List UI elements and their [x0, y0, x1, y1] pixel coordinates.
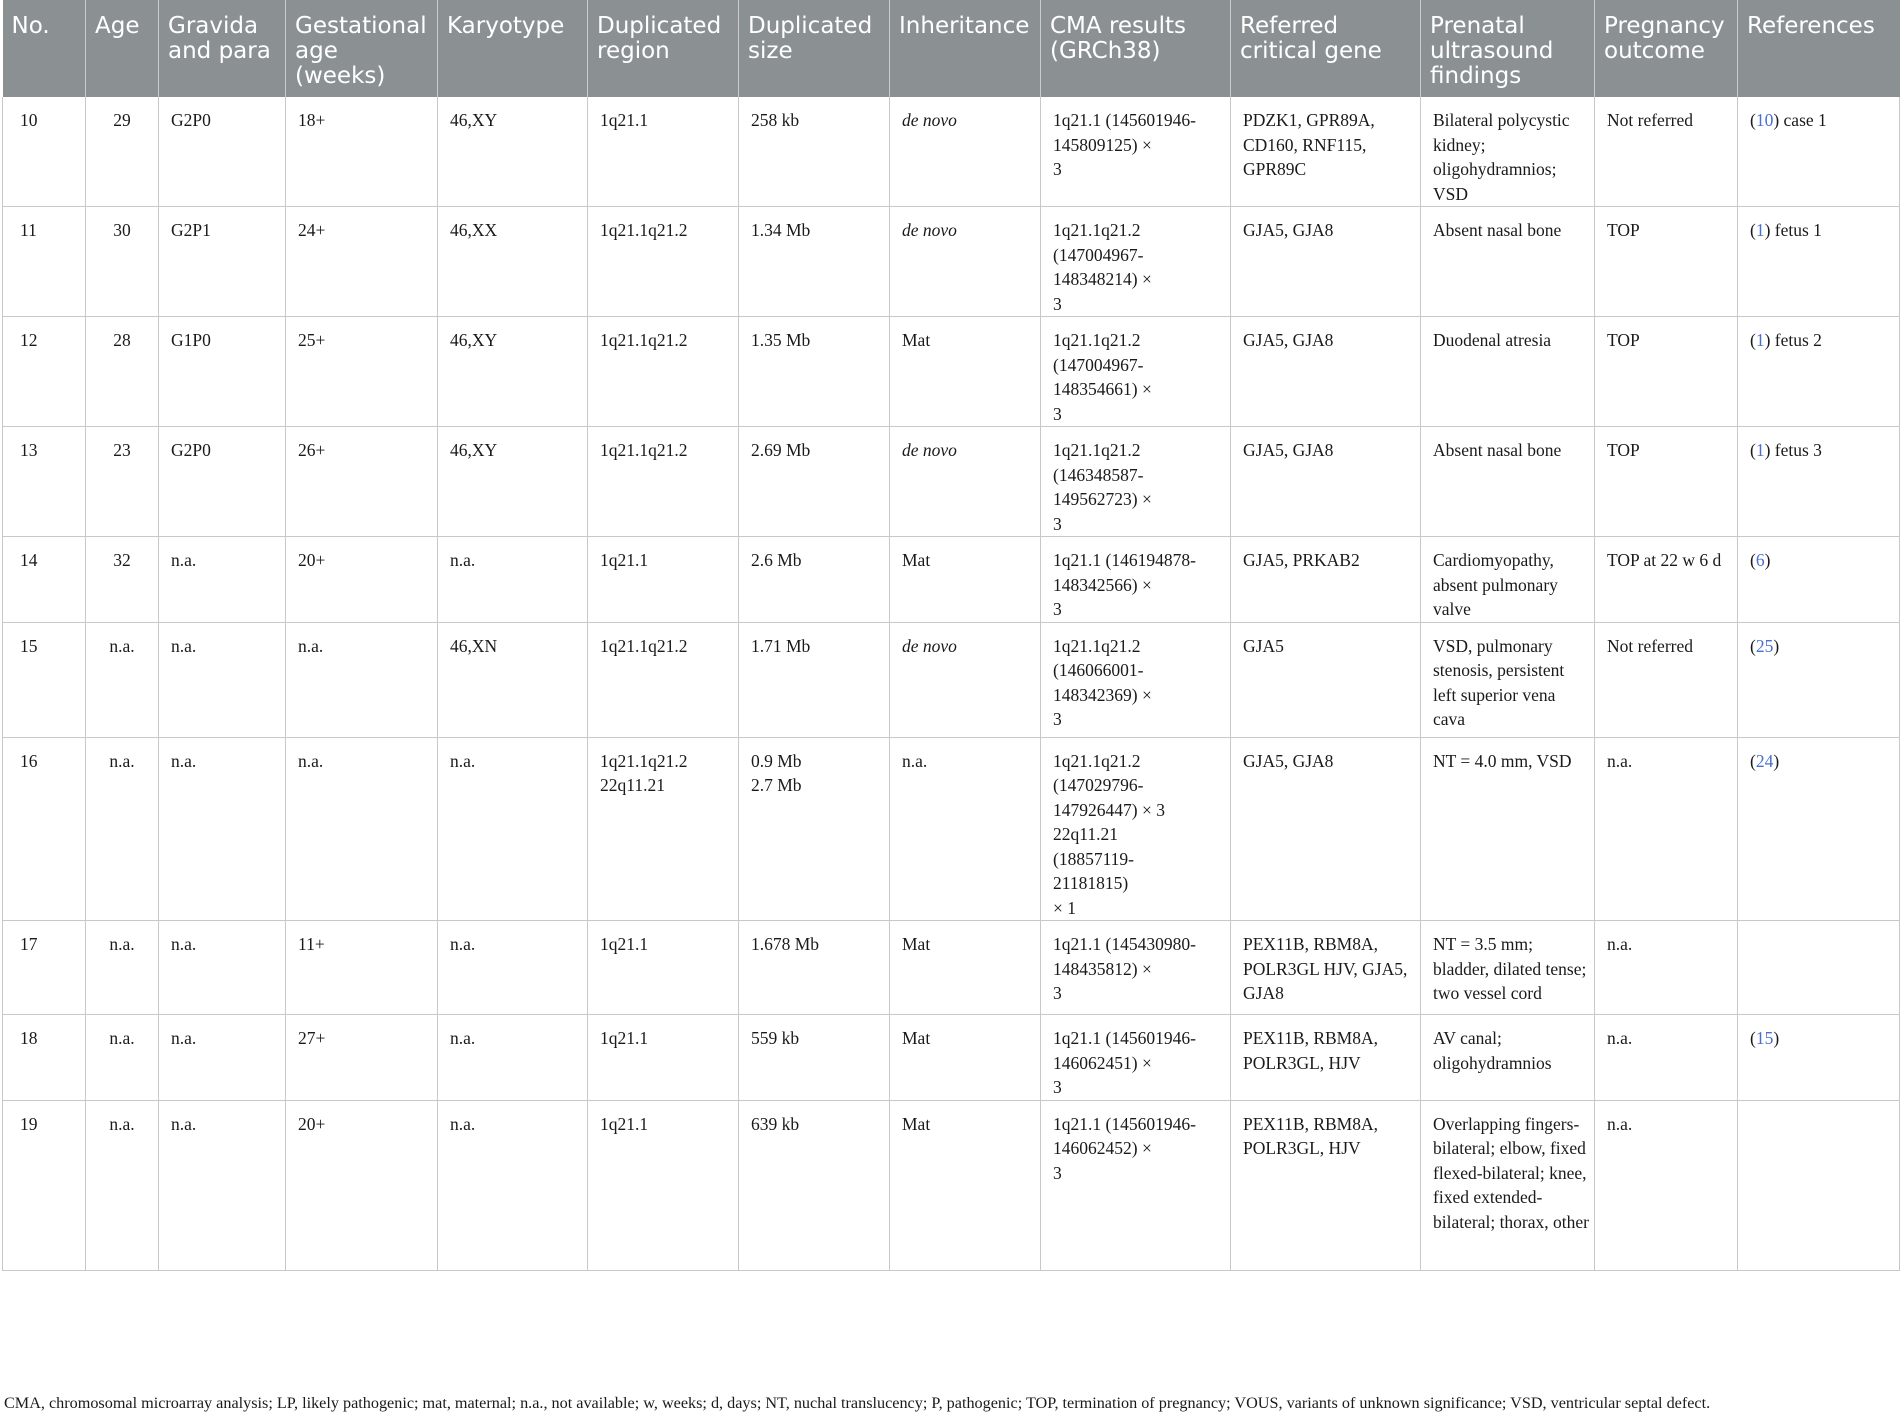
- reference-link[interactable]: 24: [1755, 750, 1774, 771]
- cma-results-cell-line: 146062451) ×: [1053, 1052, 1152, 1073]
- duplicated-region-cell: [588, 737, 739, 921]
- cma-results-cell-line: 3: [1053, 1162, 1062, 1183]
- karyotype-cell: n.a.: [438, 1100, 588, 1270]
- ref-paren: ): [1764, 440, 1771, 460]
- case-number-cell: 10: [3, 97, 86, 207]
- pregnancy-outcome-cell: TOP at 22 w 6 d: [1595, 537, 1738, 623]
- column-header: Referred critical gene: [1231, 0, 1421, 97]
- case-number-cell: 14: [3, 537, 86, 623]
- cma-results-cell-line: 148435812) ×: [1053, 958, 1152, 979]
- gestational-age-cell: 20+: [286, 537, 438, 623]
- reference-link[interactable]: 1: [1755, 440, 1765, 460]
- cma-results-cell-line: 1q21.1q21.2: [1053, 330, 1141, 350]
- inheritance-cell: Mat: [890, 1015, 1041, 1101]
- ref-paren: (: [1750, 550, 1756, 570]
- inheritance-cell: n.a.: [890, 737, 1041, 921]
- duplicated-region-cell-line: 1q21.1q21.2: [600, 750, 688, 771]
- duplicated-region-cell: [588, 1100, 739, 1270]
- table-row: [3, 1100, 1900, 1270]
- case-number-cell: 19: [3, 1100, 86, 1270]
- cma-results-cell-line: 3: [1053, 983, 1062, 1003]
- reference-suffix: fetus 2: [1770, 330, 1822, 350]
- duplicated-size-cell-line: 559 kb: [751, 1028, 800, 1048]
- pregnancy-outcome-cell: n.a.: [1595, 737, 1738, 921]
- table-body: [3, 97, 1900, 1270]
- duplicated-region-cell: [588, 317, 739, 427]
- duplicated-size-cell-line: 2.7 Mb: [751, 775, 802, 795]
- cma-results-cell-line: 146062452) ×: [1053, 1138, 1152, 1158]
- cma-results-cell: [1041, 1015, 1231, 1101]
- cma-results-cell: [1041, 737, 1231, 921]
- column-header: Pregnancy outcome: [1595, 0, 1738, 97]
- gestational-age-cell: 11+: [286, 921, 438, 1015]
- age-cell: 30: [86, 207, 159, 317]
- case-number-cell: 17: [3, 921, 86, 1015]
- gestational-age-cell: 20+: [286, 1100, 438, 1270]
- duplicated-region-cell-line: 1q21.1q21.2: [600, 440, 688, 460]
- table-row: [3, 97, 1900, 207]
- cma-results-cell-line: (147004967-: [1053, 244, 1144, 265]
- table-row: [3, 921, 1900, 1015]
- table-row: [3, 737, 1900, 921]
- cma-results-cell-line: 1q21.1 (146194878-: [1053, 550, 1196, 570]
- gestational-age-cell: 18+: [286, 97, 438, 207]
- gravida-para-cell: n.a.: [159, 1100, 286, 1270]
- table-row: [3, 427, 1900, 537]
- reference-link[interactable]: 15: [1755, 1028, 1774, 1048]
- cma-results-cell-line: × 1: [1053, 897, 1076, 918]
- duplicated-size-cell: [739, 622, 890, 737]
- ref-paren: (: [1750, 110, 1756, 130]
- gestational-age-cell: 26+: [286, 427, 438, 537]
- cma-results-cell-line: 148342566) ×: [1053, 574, 1152, 595]
- ultrasound-findings-cell: Bilateral polycystic kidney; oligohydramnios; VSD: [1421, 97, 1595, 207]
- column-header: Gravida and para: [159, 0, 286, 97]
- duplicated-region-cell-line: 1q21.1q21.2: [600, 330, 688, 350]
- cma-results-cell-line: 3: [1053, 709, 1062, 729]
- critical-gene-cell: GJA5, PRKAB2: [1231, 537, 1421, 623]
- critical-gene-cell: GJA5: [1231, 622, 1421, 737]
- inheritance-cell: de novo: [890, 97, 1041, 207]
- column-header: CMA results (GRCh38): [1041, 0, 1231, 97]
- cma-results-cell-line: (18857119-: [1053, 848, 1135, 869]
- ref-paren: (: [1750, 635, 1756, 656]
- duplicated-size-cell: [739, 737, 890, 921]
- duplicated-region-cell-line: 1q21.1: [600, 1028, 649, 1048]
- gestational-age-cell: 27+: [286, 1015, 438, 1101]
- duplicated-size-cell-line: 639 kb: [751, 1113, 800, 1134]
- ref-paren: ): [1773, 110, 1780, 130]
- duplicated-region-cell-line: 1q21.1: [600, 550, 649, 570]
- duplicated-size-cell: [739, 921, 890, 1015]
- pregnancy-outcome-cell: Not referred: [1595, 622, 1738, 737]
- duplicated-size-cell: [739, 207, 890, 317]
- cma-results-cell-line: (146348587-: [1053, 464, 1144, 485]
- cma-results-cell-line: 1q21.1q21.2: [1053, 635, 1141, 656]
- references-cell: [1738, 1015, 1900, 1101]
- table-footnote: CMA, chromosomal microarray analysis; LP, likely pathogenic; mat, maternal; n.a., not available; w, weeks; d, days; NT, nuchal translucency; P, pathogenic; TOP, termination of pregnancy; VOUS, variants of unknown significance; VSD, ventricular septal defect.: [4, 1394, 1711, 1412]
- duplicated-size-cell: [739, 1100, 890, 1270]
- gravida-para-cell: n.a.: [159, 537, 286, 623]
- ultrasound-findings-cell: Absent nasal bone: [1421, 207, 1595, 317]
- references-cell: [1738, 737, 1900, 921]
- ultrasound-findings-cell: Absent nasal bone: [1421, 427, 1595, 537]
- inheritance-cell: de novo: [890, 622, 1041, 737]
- karyotype-cell: 46,XY: [438, 97, 588, 207]
- references-cell: [1738, 1100, 1900, 1270]
- cma-results-cell-line: 3: [1053, 403, 1062, 424]
- cma-results-cell-line: (147029796-: [1053, 775, 1144, 795]
- references-cell: [1738, 317, 1900, 427]
- column-header: Karyotype: [438, 0, 588, 97]
- case-number-cell: 15: [3, 622, 86, 737]
- cma-results-cell: [1041, 622, 1231, 737]
- header-row: [3, 0, 1900, 97]
- table-header: [3, 0, 1900, 97]
- ref-paren: ): [1764, 550, 1771, 570]
- ultrasound-findings-cell: NT = 4.0 mm, VSD: [1421, 737, 1595, 921]
- cma-results-cell-line: 22q11.21: [1053, 824, 1118, 844]
- cma-results-cell-line: 21181815): [1053, 873, 1129, 893]
- case-number-cell: 12: [3, 317, 86, 427]
- references-cell: [1738, 537, 1900, 623]
- cma-results-cell-line: 3: [1053, 293, 1062, 314]
- cma-results-cell: [1041, 427, 1231, 537]
- ref-paren: (: [1750, 220, 1756, 240]
- column-header: References: [1738, 0, 1900, 97]
- inheritance-cell: de novo: [890, 207, 1041, 317]
- gestational-age-cell: n.a.: [286, 737, 438, 921]
- age-cell: n.a.: [86, 737, 159, 921]
- duplicated-size-cell-line: 1.34 Mb: [751, 220, 811, 240]
- gestational-age-cell: n.a.: [286, 622, 438, 737]
- gravida-para-cell: n.a.: [159, 622, 286, 737]
- duplicated-region-cell: [588, 622, 739, 737]
- reference-suffix: case 1: [1779, 110, 1827, 130]
- references-cell: [1738, 622, 1900, 737]
- pregnancy-outcome-cell: TOP: [1595, 317, 1738, 427]
- references-cell: [1738, 921, 1900, 1015]
- cma-results-cell-line: (146066001-: [1053, 660, 1144, 680]
- ultrasound-findings-cell: Overlapping fingers-bilateral; elbow, fixed flexed-bilateral; knee, fixed extended-bilateral; thorax, other: [1421, 1100, 1595, 1270]
- cma-results-cell: [1041, 317, 1231, 427]
- critical-gene-cell: PEX11B, RBM8A, POLR3GL, HJV: [1231, 1015, 1421, 1101]
- cma-results-cell-line: 148348214) ×: [1053, 269, 1152, 289]
- gestational-age-cell: 25+: [286, 317, 438, 427]
- age-cell: 23: [86, 427, 159, 537]
- ref-paren: ): [1764, 330, 1771, 350]
- reference-suffix: fetus 1: [1770, 220, 1822, 240]
- column-header: Prenatal ultrasound findings: [1421, 0, 1595, 97]
- column-header: Duplicated size: [739, 0, 890, 97]
- duplicated-region-cell-line: 22q11.21: [600, 775, 665, 795]
- gravida-para-cell: n.a.: [159, 921, 286, 1015]
- duplicated-region-cell-line: 1q21.1: [600, 110, 649, 130]
- age-cell: 29: [86, 97, 159, 207]
- cma-results-cell: [1041, 537, 1231, 623]
- column-header: Age: [86, 0, 159, 97]
- ref-paren: ): [1773, 1028, 1780, 1048]
- critical-gene-cell: PEX11B, RBM8A, POLR3GL, HJV: [1231, 1100, 1421, 1270]
- ultrasound-findings-cell: VSD, pulmonary stenosis, persistent left superior vena cava: [1421, 622, 1595, 737]
- cma-results-cell-line: 3: [1053, 1077, 1062, 1097]
- cma-results-cell-line: 3: [1053, 599, 1062, 619]
- inheritance-cell: Mat: [890, 1100, 1041, 1270]
- critical-gene-cell: PEX11B, RBM8A, POLR3GL HJV, GJA5, GJA8: [1231, 921, 1421, 1015]
- column-header: Gestational age (weeks): [286, 0, 438, 97]
- duplicated-region-cell-line: 1q21.1: [600, 1113, 649, 1134]
- ref-paren: ): [1764, 220, 1771, 240]
- ref-paren: ): [1773, 635, 1780, 656]
- gravida-para-cell: G2P0: [159, 97, 286, 207]
- critical-gene-cell: GJA5, GJA8: [1231, 427, 1421, 537]
- cma-results-cell-line: 145809125) ×: [1053, 134, 1152, 155]
- duplicated-size-cell: [739, 427, 890, 537]
- critical-gene-cell: GJA5, GJA8: [1231, 737, 1421, 921]
- karyotype-cell: n.a.: [438, 1015, 588, 1101]
- karyotype-cell: 46,XY: [438, 317, 588, 427]
- critical-gene-cell: PDZK1, GPR89A, CD160, RNF115, GPR89C: [1231, 97, 1421, 207]
- inheritance-cell: Mat: [890, 317, 1041, 427]
- cma-results-cell: [1041, 97, 1231, 207]
- reference-link[interactable]: 10: [1755, 110, 1774, 130]
- cma-results-cell-line: 147926447) × 3: [1053, 799, 1165, 820]
- duplicated-size-cell: [739, 97, 890, 207]
- duplicated-region-cell-line: 1q21.1: [600, 934, 649, 954]
- ultrasound-findings-cell: NT = 3.5 mm; bladder, dilated tense; two vessel cord: [1421, 921, 1595, 1015]
- duplicated-size-cell-line: 1.678 Mb: [751, 934, 820, 954]
- duplicated-size-cell-line: 2.6 Mb: [751, 550, 802, 570]
- karyotype-cell: 46,XN: [438, 622, 588, 737]
- age-cell: n.a.: [86, 921, 159, 1015]
- ref-paren: (: [1750, 750, 1756, 771]
- gravida-para-cell: G1P0: [159, 317, 286, 427]
- duplicated-size-cell-line: 0.9 Mb: [751, 750, 802, 771]
- references-cell: [1738, 427, 1900, 537]
- cma-results-cell: [1041, 921, 1231, 1015]
- cma-results-cell-line: 1q21.1 (145601946-: [1053, 1113, 1196, 1134]
- age-cell: 32: [86, 537, 159, 623]
- duplicated-size-cell: [739, 1015, 890, 1101]
- age-cell: n.a.: [86, 1100, 159, 1270]
- reference-link[interactable]: 1: [1755, 330, 1765, 350]
- pregnancy-outcome-cell: n.a.: [1595, 1100, 1738, 1270]
- pregnancy-outcome-cell: TOP: [1595, 207, 1738, 317]
- case-table: [2, 0, 1900, 1271]
- cma-results-cell-line: 1q21.1 (145601946-: [1053, 110, 1196, 130]
- table-row: [3, 537, 1900, 623]
- cma-results-cell-line: 1q21.1 (145430980-: [1053, 934, 1196, 954]
- gravida-para-cell: G2P1: [159, 207, 286, 317]
- inheritance-cell: Mat: [890, 537, 1041, 623]
- duplicated-region-cell-line: 1q21.1q21.2: [600, 220, 688, 240]
- karyotype-cell: 46,XX: [438, 207, 588, 317]
- duplicated-region-cell-line: 1q21.1q21.2: [600, 635, 688, 656]
- duplicated-size-cell-line: 1.71 Mb: [751, 635, 811, 656]
- cma-results-cell: [1041, 207, 1231, 317]
- ref-paren: (: [1750, 330, 1756, 350]
- ultrasound-findings-cell: Duodenal atresia: [1421, 317, 1595, 427]
- pregnancy-outcome-cell: TOP: [1595, 427, 1738, 537]
- column-header: Inheritance: [890, 0, 1041, 97]
- karyotype-cell: 46,XY: [438, 427, 588, 537]
- cma-results-cell-line: 1q21.1 (145601946-: [1053, 1028, 1196, 1048]
- cma-results-cell-line: (147004967-: [1053, 354, 1144, 375]
- table-row: [3, 622, 1900, 737]
- karyotype-cell: n.a.: [438, 737, 588, 921]
- duplicated-region-cell: [588, 537, 739, 623]
- cma-results-cell: [1041, 1100, 1231, 1270]
- duplicated-region-cell: [588, 1015, 739, 1101]
- duplicated-size-cell-line: 1.35 Mb: [751, 330, 811, 350]
- reference-suffix: fetus 3: [1770, 440, 1822, 460]
- karyotype-cell: n.a.: [438, 537, 588, 623]
- ultrasound-findings-cell: AV canal; oligohydramnios: [1421, 1015, 1595, 1101]
- cma-results-cell-line: 1q21.1q21.2: [1053, 440, 1141, 460]
- ref-paren: ): [1773, 750, 1780, 771]
- karyotype-cell: n.a.: [438, 921, 588, 1015]
- cma-results-cell-line: 1q21.1q21.2: [1053, 750, 1141, 771]
- duplicated-size-cell: [739, 537, 890, 623]
- critical-gene-cell: GJA5, GJA8: [1231, 317, 1421, 427]
- pregnancy-outcome-cell: Not referred: [1595, 97, 1738, 207]
- column-header: Duplicated region: [588, 0, 739, 97]
- cma-results-cell-line: 1q21.1q21.2: [1053, 220, 1141, 240]
- pregnancy-outcome-cell: n.a.: [1595, 921, 1738, 1015]
- inheritance-cell: Mat: [890, 921, 1041, 1015]
- age-cell: n.a.: [86, 1015, 159, 1101]
- gravida-para-cell: G2P0: [159, 427, 286, 537]
- pregnancy-outcome-cell: n.a.: [1595, 1015, 1738, 1101]
- inheritance-cell: de novo: [890, 427, 1041, 537]
- ref-paren: (: [1750, 1028, 1756, 1048]
- duplicated-region-cell: [588, 207, 739, 317]
- reference-link[interactable]: 1: [1755, 220, 1765, 240]
- references-cell: [1738, 207, 1900, 317]
- case-number-cell: 13: [3, 427, 86, 537]
- table-row: [3, 317, 1900, 427]
- age-cell: n.a.: [86, 622, 159, 737]
- table-row: [3, 1015, 1900, 1101]
- ref-paren: (: [1750, 440, 1756, 460]
- reference-link[interactable]: 25: [1755, 635, 1774, 656]
- cma-results-cell-line: 148342369) ×: [1053, 684, 1152, 705]
- duplicated-region-cell: [588, 921, 739, 1015]
- cma-results-cell-line: 148354661) ×: [1053, 379, 1152, 399]
- cma-results-cell-line: 149562723) ×: [1053, 489, 1152, 509]
- ultrasound-findings-cell: Cardiomyopathy, absent pulmonary valve: [1421, 537, 1595, 623]
- case-number-cell: 18: [3, 1015, 86, 1101]
- references-cell: [1738, 97, 1900, 207]
- case-number-cell: 11: [3, 207, 86, 317]
- table-row: [3, 207, 1900, 317]
- gravida-para-cell: n.a.: [159, 1015, 286, 1101]
- case-number-cell: 16: [3, 737, 86, 921]
- duplicated-region-cell: [588, 427, 739, 537]
- duplicated-size-cell-line: 258 kb: [751, 110, 800, 130]
- gestational-age-cell: 24+: [286, 207, 438, 317]
- reference-link[interactable]: 6: [1755, 550, 1765, 570]
- duplicated-size-cell: [739, 317, 890, 427]
- duplicated-region-cell: [588, 97, 739, 207]
- gravida-para-cell: n.a.: [159, 737, 286, 921]
- age-cell: 28: [86, 317, 159, 427]
- column-header: No.: [3, 0, 86, 97]
- duplicated-size-cell-line: 2.69 Mb: [751, 440, 811, 460]
- cma-results-cell-line: 3: [1053, 513, 1062, 534]
- critical-gene-cell: GJA5, GJA8: [1231, 207, 1421, 317]
- cma-results-cell-line: 3: [1053, 159, 1062, 179]
